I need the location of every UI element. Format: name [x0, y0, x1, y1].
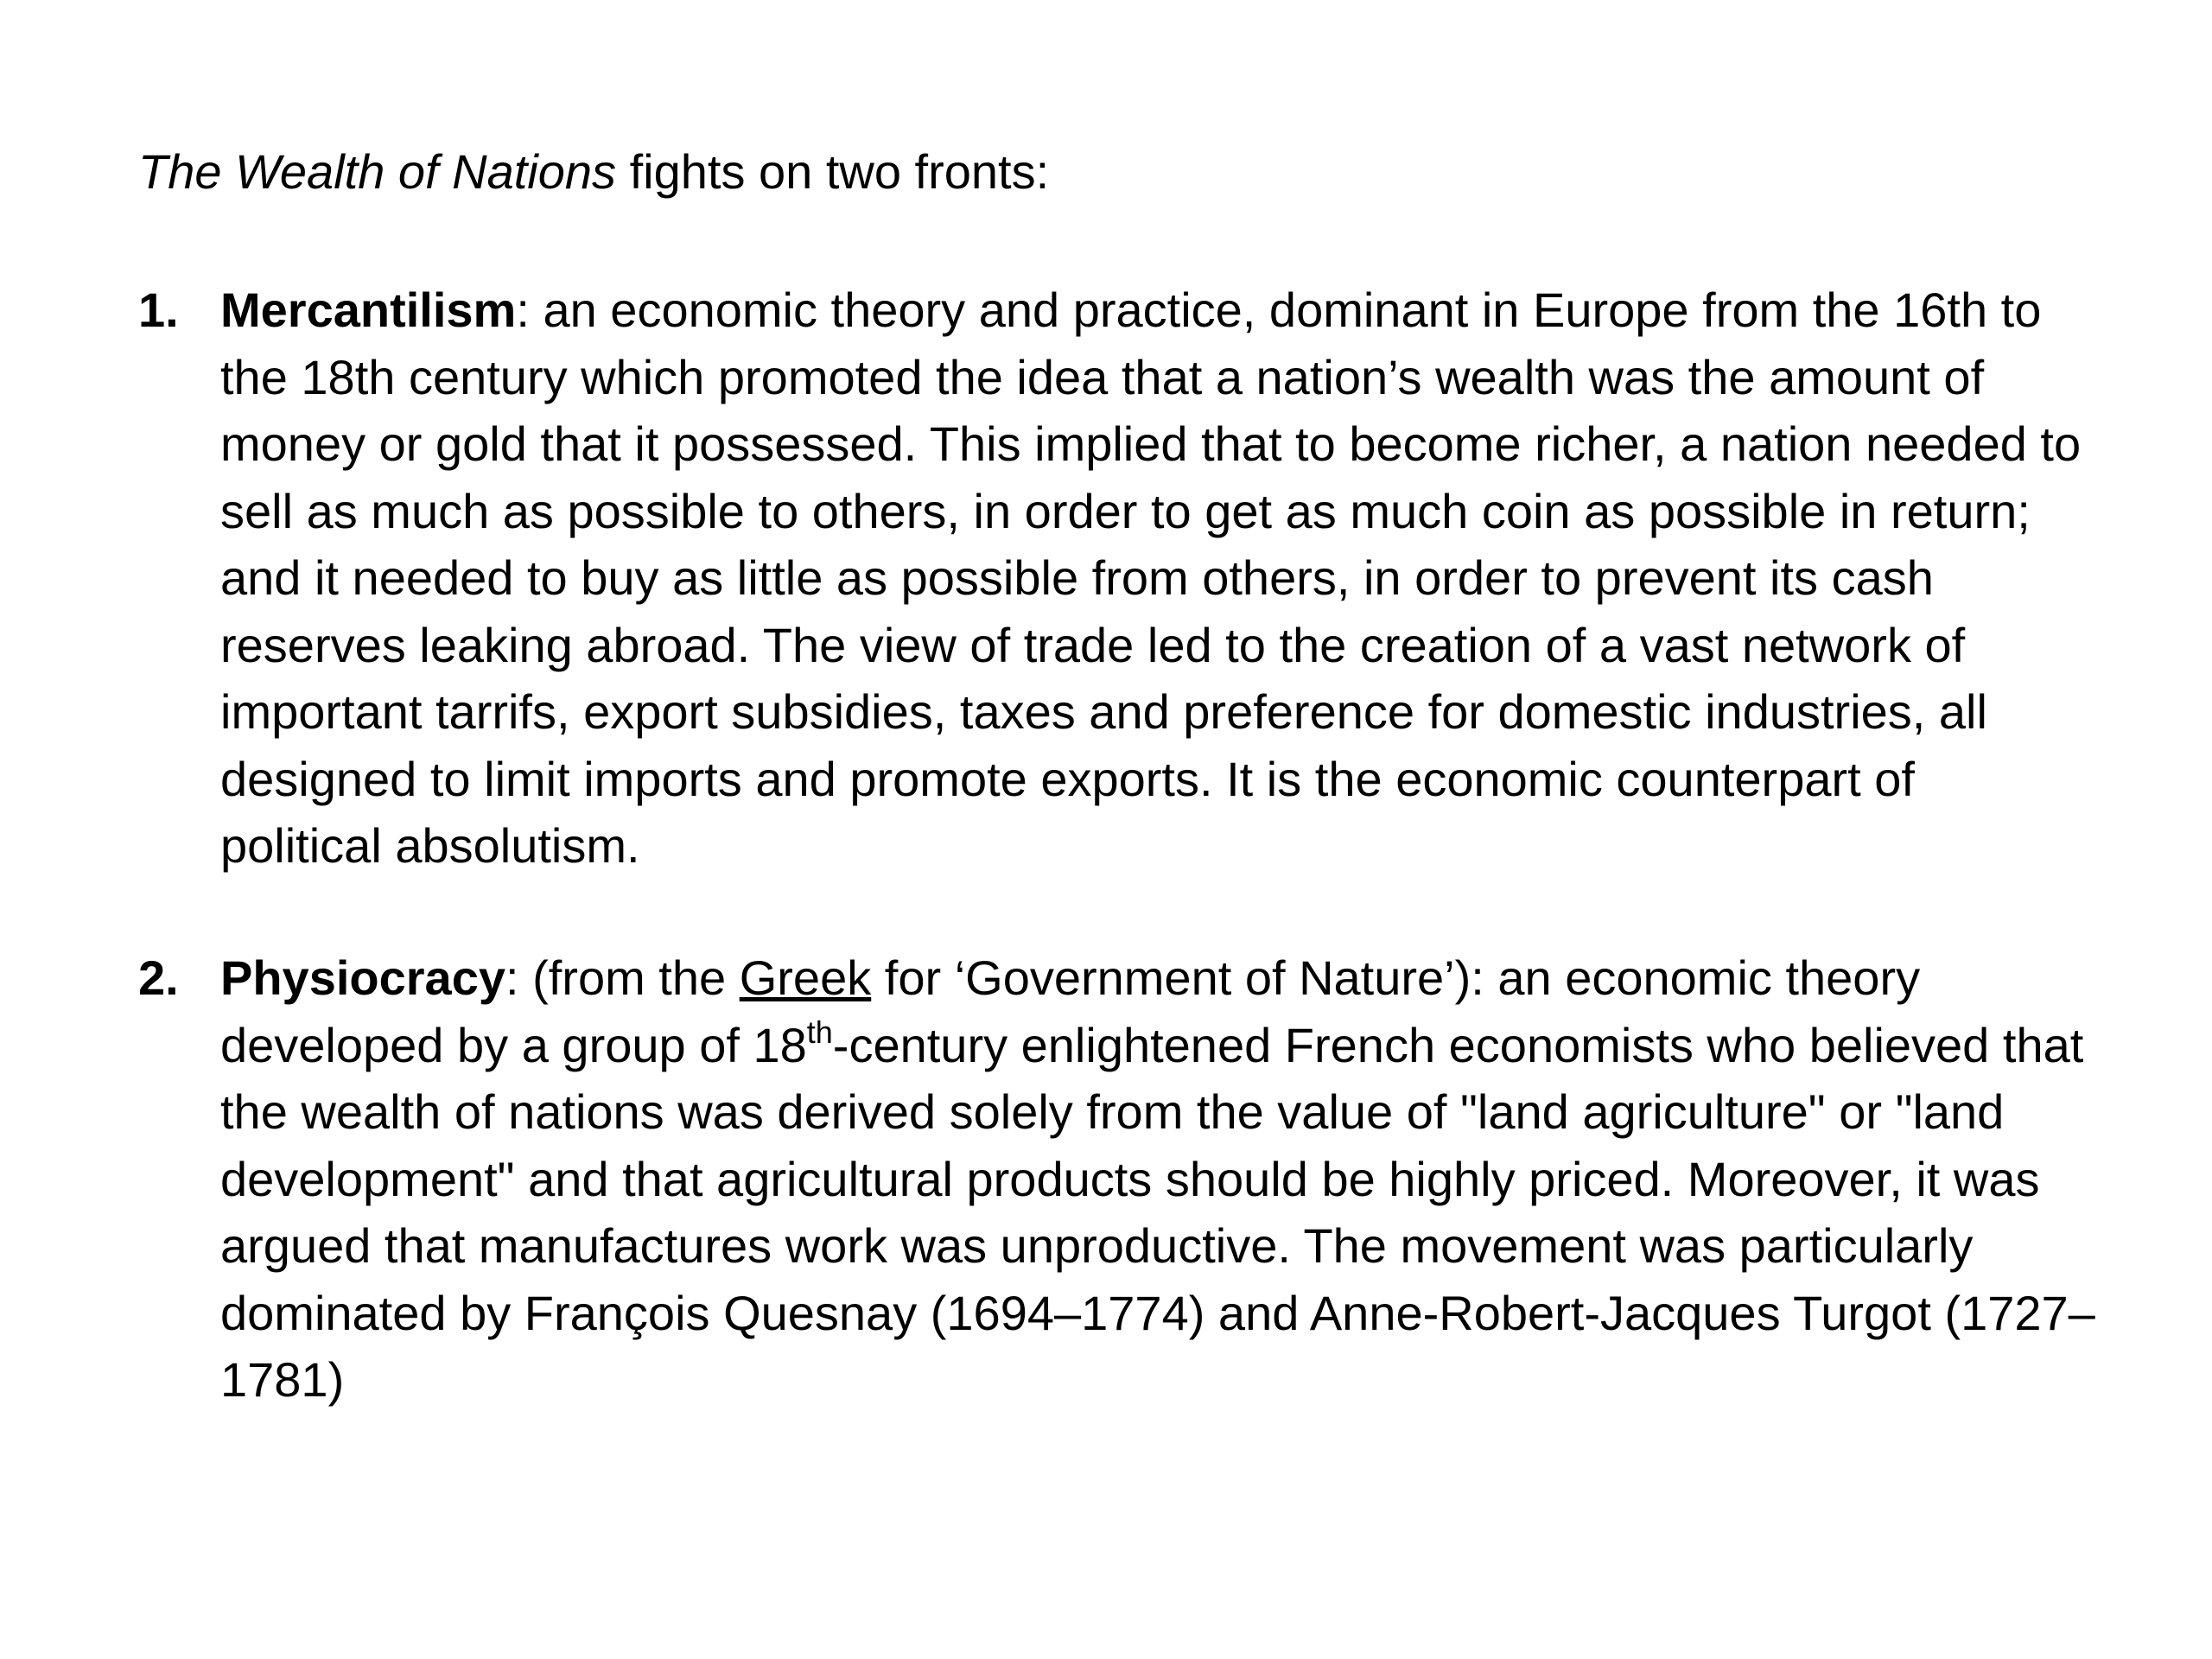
text-line: reserves leaking abroad. The view of trade led to the creation of a vast network of: [220, 617, 1966, 672]
definition-text: : an economic theory and practice, dominant in Europe from the 16th to: [516, 283, 2042, 337]
text-line: [220, 944, 2195, 1012]
text-line: [220, 276, 2195, 344]
term-physiocracy: Physiocracy: [220, 950, 505, 1005]
text-line: and it needed to buy as little as possible from others, in order to prevent its cash: [220, 550, 1934, 605]
intro-text: fights on two fronts:: [616, 144, 1050, 199]
greek-link[interactable]: Greek: [739, 950, 872, 1005]
term-mercantilism: Mercantilism: [220, 283, 517, 337]
book-title: The Wealth of Nations: [138, 144, 617, 199]
text-line: dominated by François Quesnay (1694–1774) and Anne-Robert-Jacques Turgot (1727–: [220, 1285, 2095, 1340]
list-item-body: [220, 944, 2195, 1414]
list-item-body: [220, 276, 2195, 880]
text-line: important tarrifs, export subsidies, taxes and preference for domestic industries, all: [220, 684, 1987, 739]
intro-sentence: [138, 138, 2160, 206]
text-line: development" and that agricultural products should be highly priced. Moreover, it was: [220, 1151, 2040, 1206]
text-line: sell as much as possible to others, in order to get as much coin as possible in return;: [220, 483, 2031, 538]
definition-text: -century enlightened French economists who believed that: [832, 1017, 2084, 1072]
text-line: [220, 1012, 2195, 1079]
definition-text: for ‘Government of Nature’): an economic theory: [871, 950, 1921, 1005]
definition-text: : (from the: [505, 950, 740, 1005]
text-line: designed to limit imports and promote exports. It is the economic counterpart of: [220, 751, 1915, 806]
text-line: 1781): [220, 1352, 345, 1407]
text-line: the wealth of nations was derived solely from the value of "land agriculture" or "land: [220, 1084, 2005, 1139]
text-line: money or gold that it possessed. This implied that to become richer, a nation needed to: [220, 416, 2082, 471]
text-line: argued that manufactures work was unproductive. The movement was particularly: [220, 1218, 1974, 1273]
list-number: 1.: [138, 283, 179, 337]
definition-text: developed by a group of 18: [220, 1017, 807, 1072]
list-number: 2.: [138, 950, 179, 1005]
text-line: the 18th century which promoted the idea that a nation’s wealth was the amount of: [220, 349, 1985, 404]
text-line: political absolutism.: [220, 818, 640, 873]
ordinal-superscript: th: [806, 1014, 833, 1050]
